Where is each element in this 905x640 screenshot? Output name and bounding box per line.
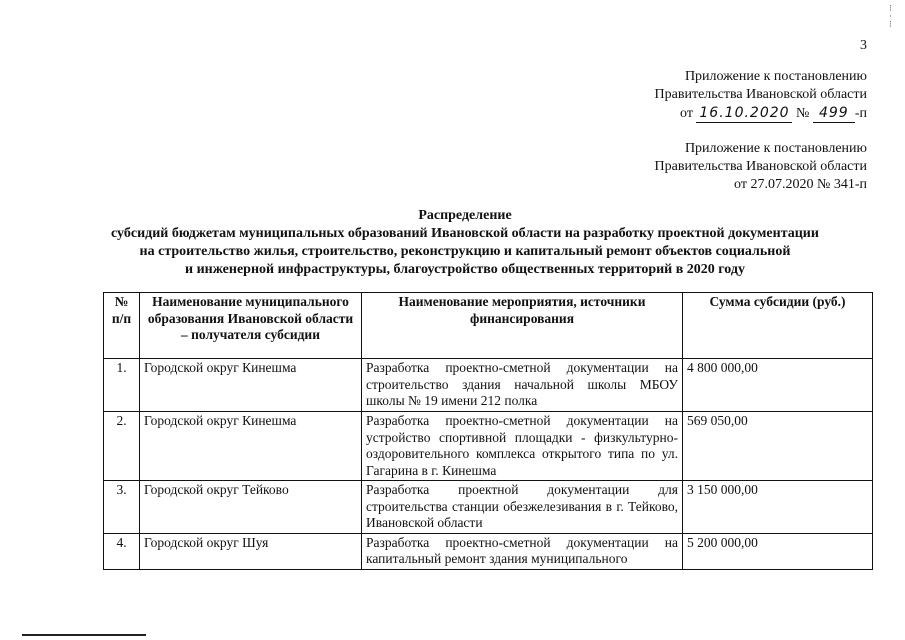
header-event: Наименование мероприятия, источники финансирования [362,293,683,359]
subsidies-table [103,292,873,570]
row-event: Разработка проектной документации для строительства станции обезжелезивания в г. Тейково, Ивановской области [362,481,683,534]
row-num: 4. [104,533,140,569]
from-label: от [680,106,693,121]
number-label: № [795,106,810,121]
title-line1: Распределение [418,208,512,223]
table-header-row [104,293,873,359]
appendix-old-line1: Приложение к постановлению [684,141,867,156]
row-num: 2. [104,412,140,481]
title-line3: на строительство жилья, строительство, реконструкцию и капитальный ремонт объектов социальной [139,244,791,259]
row-sum: 4 800 000,00 [683,359,873,412]
row-num: 3. [104,481,140,534]
row-municipality: Городской округ Шуя [140,533,362,569]
title-line2: субсидий бюджетам муниципальных образований Ивановской области на разработку проектной документации [111,226,819,241]
header-municipality: Наименование муниципального образования Ивановской области – получателя субсидии [140,293,362,359]
document-title [80,207,850,279]
row-event: Разработка проектно-сметной документации на устройство спортивной площадки - физкультурно-оздоровительного комплекса открытого типа по ул. Гагарина в г. Кинешма [362,412,683,481]
row-municipality: Городской округ Кинешма [140,412,362,481]
title-line4: и инженерной инфраструктуры, благоустройство общественных территорий в 2020 году [185,262,745,277]
table-row [104,481,873,534]
table-row [104,533,873,569]
row-sum: 3 150 000,00 [683,481,873,534]
appendix-new-header [655,68,867,123]
appendix-old-line2: Правительства Ивановской области [654,159,867,174]
margin-mark: · [889,11,892,21]
handwritten-date: 16.10.2020 [696,104,792,123]
appendix-old-header [655,140,867,194]
margin-mark: ⁝ [889,19,892,29]
row-sum: 5 200 000,00 [683,533,873,569]
table-row [104,412,873,481]
row-municipality: Городской округ Тейково [140,481,362,534]
appendix-new-line2: Правительства Ивановской области [654,87,867,102]
handwritten-number: 499 [813,104,855,123]
appendix-new-line1: Приложение к постановлению [684,69,867,84]
row-event: Разработка проектно-сметной документации на капитальный ремонт здания муниципального [362,533,683,569]
row-num: 1. [104,359,140,412]
row-sum: 569 050,00 [683,412,873,481]
appendix-old-line3: от 27.07.2020 № 341-п [734,177,867,192]
appendix-new-date-line [655,104,867,123]
footnote-divider [22,634,146,636]
number-suffix: -п [854,106,867,121]
margin-marks [889,4,892,28]
page-number: 3 [860,38,867,53]
header-num: № п/п [104,293,140,359]
table-row [104,359,873,412]
header-sum: Сумма субсидии (руб.) [683,293,873,359]
row-municipality: Городской округ Кинешма [140,359,362,412]
row-event: Разработка проектно-сметной документации на строительство здания начальной школы МБОУ школы № 19 имени 212 полка [362,359,683,412]
margin-mark: ⁝ [889,3,892,13]
